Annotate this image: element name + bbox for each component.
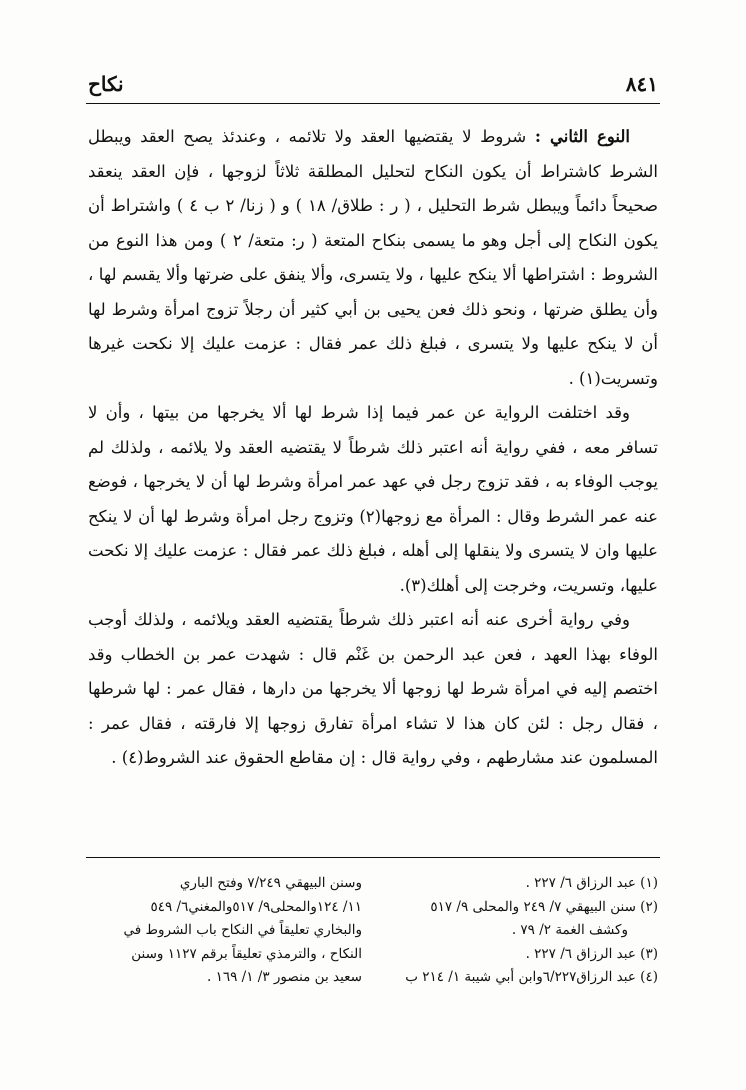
footnote-divider [86, 857, 660, 858]
footnote-line: (٣) عبد الرزاق ٦/ ٢٢٧ . [525, 945, 658, 962]
footnote-line: سعيد بن منصور ٣/ ١/ ١٦٩ . [207, 969, 362, 985]
footnote-column-right [384, 872, 658, 990]
footnotes [88, 872, 658, 990]
paragraph-1-text: شروط لا يقتضيها العقد ولا تلائمه ، وعندئذ يصح العقد ويبطل الشرط كاشتراط أن يكون النكاح لتحليل المطلقة ثلاثاً لزوجها ، فإن العقد ينعقد صحيحاً دائماً ويبطل شرط التحليل ، ( ر : طلاق/ ١٨ ) و ( زنا/ ٢ ب ٤ ) واشتراط أن يكون النكاح إلى أجل وهو ما يسمى بنكاح المتعة ( ر: متعة/ ٢ ) ومن هذا النوع من الشروط : اشتراطها ألا ينكح عليها ، ولا يتسرى، وألا ينفق على ضرتها وألا يقسم لها ، وأن يطلق ضرتها ، ونحو ذلك فعن يحيى بن أبي كثير أن رجلاً تزوج امرأة وشرط لها أن لا ينكح عليها ولا يتسرى ، فبلغ ذلك عمر فقال : عزمت عليك إلا نكحت غيرها وتسريت(١) . [88, 127, 658, 388]
footnote-line: (٤) عبد الرزاق٦/٢٢٧وابن أبي شيبة ١/ ٢١٤ ب [405, 969, 658, 985]
section-lead: النوع الثاني : [534, 127, 630, 146]
footnote-line: (٢) سنن البيهقي ٧/ ٢٤٩ والمحلى ٩/ ٥١٧ [430, 898, 658, 915]
running-head [88, 72, 658, 96]
footnote-column-left [88, 872, 362, 990]
page-number: ٨٤١ [625, 72, 658, 96]
footnote-line: وسنن البيهقي ٧/٢٤٩ وفتح الباري [179, 875, 362, 891]
footnote-line: وكشف الغمة ٢/ ٧٩ . [511, 922, 628, 938]
footnote-line: (١) عبد الرزاق ٦/ ٢٢٧ . [525, 875, 658, 891]
paragraph-1 [88, 120, 658, 396]
header-divider [86, 103, 660, 104]
footnote-line: والبخاري تعليقاً في النكاح باب الشروط في [123, 922, 362, 938]
main-text [88, 120, 658, 776]
paragraph-3: وفي رواية أخرى عنه أنه اعتبر ذلك شرطاً يقتضيه العقد ويلائمه ، ولذلك أوجب الوفاء بهذا العهد ، فعن عبد الرحمن بن غَنْم قال : شهدت عمر بن الخطاب وقد اختصم إليه في امرأة شرط لها زوجها ألا يخرجها من دارها ، فقال عمر : لها شرطها ، فقال رجل : لئن كان هذا لا تشاء امرأة تفارق زوجها إلا فارقته ، فقال عمر : المسلمون عند مشارطهم ، وفي رواية قال : إن مقاطع الحقوق عند الشروط(٤) . [88, 610, 658, 767]
header-title: نكاح [88, 72, 124, 96]
paragraph-2: وقد اختلفت الرواية عن عمر فيما إذا شرط لها ألا يخرجها من بيتها ، وأن لا تسافر معه ، ففي رواية أنه اعتبر ذلك شرطاً لا يقتضيه العقد ولا يلائمه ، ولذلك لم يوجب الوفاء به ، فقد تزوج رجل في عهد عمر امرأة وشرط لها أن لا يخرجها ، فوضع عنه عمر الشرط وقال : المرأة مع زوجها(٢) وتزوج رجل امرأة وشرط لها أن لا ينكح عليها وان لا يتسرى ولا ينقلها إلى أهله ، فبلغ ذلك عمر فقال : عزمت عليك إلا نكحت عليها، وتسريت، وخرجت إلى أهلك(٣). [88, 403, 658, 595]
footnote-line: ١١/ ١٢٤والمحلى٩/ ٥١٧والمغني٦/ ٥٤٩ [150, 898, 362, 915]
footnote-line: النكاح ، والترمذي تعليقاً برقم ١١٢٧ وسنن [131, 945, 362, 962]
